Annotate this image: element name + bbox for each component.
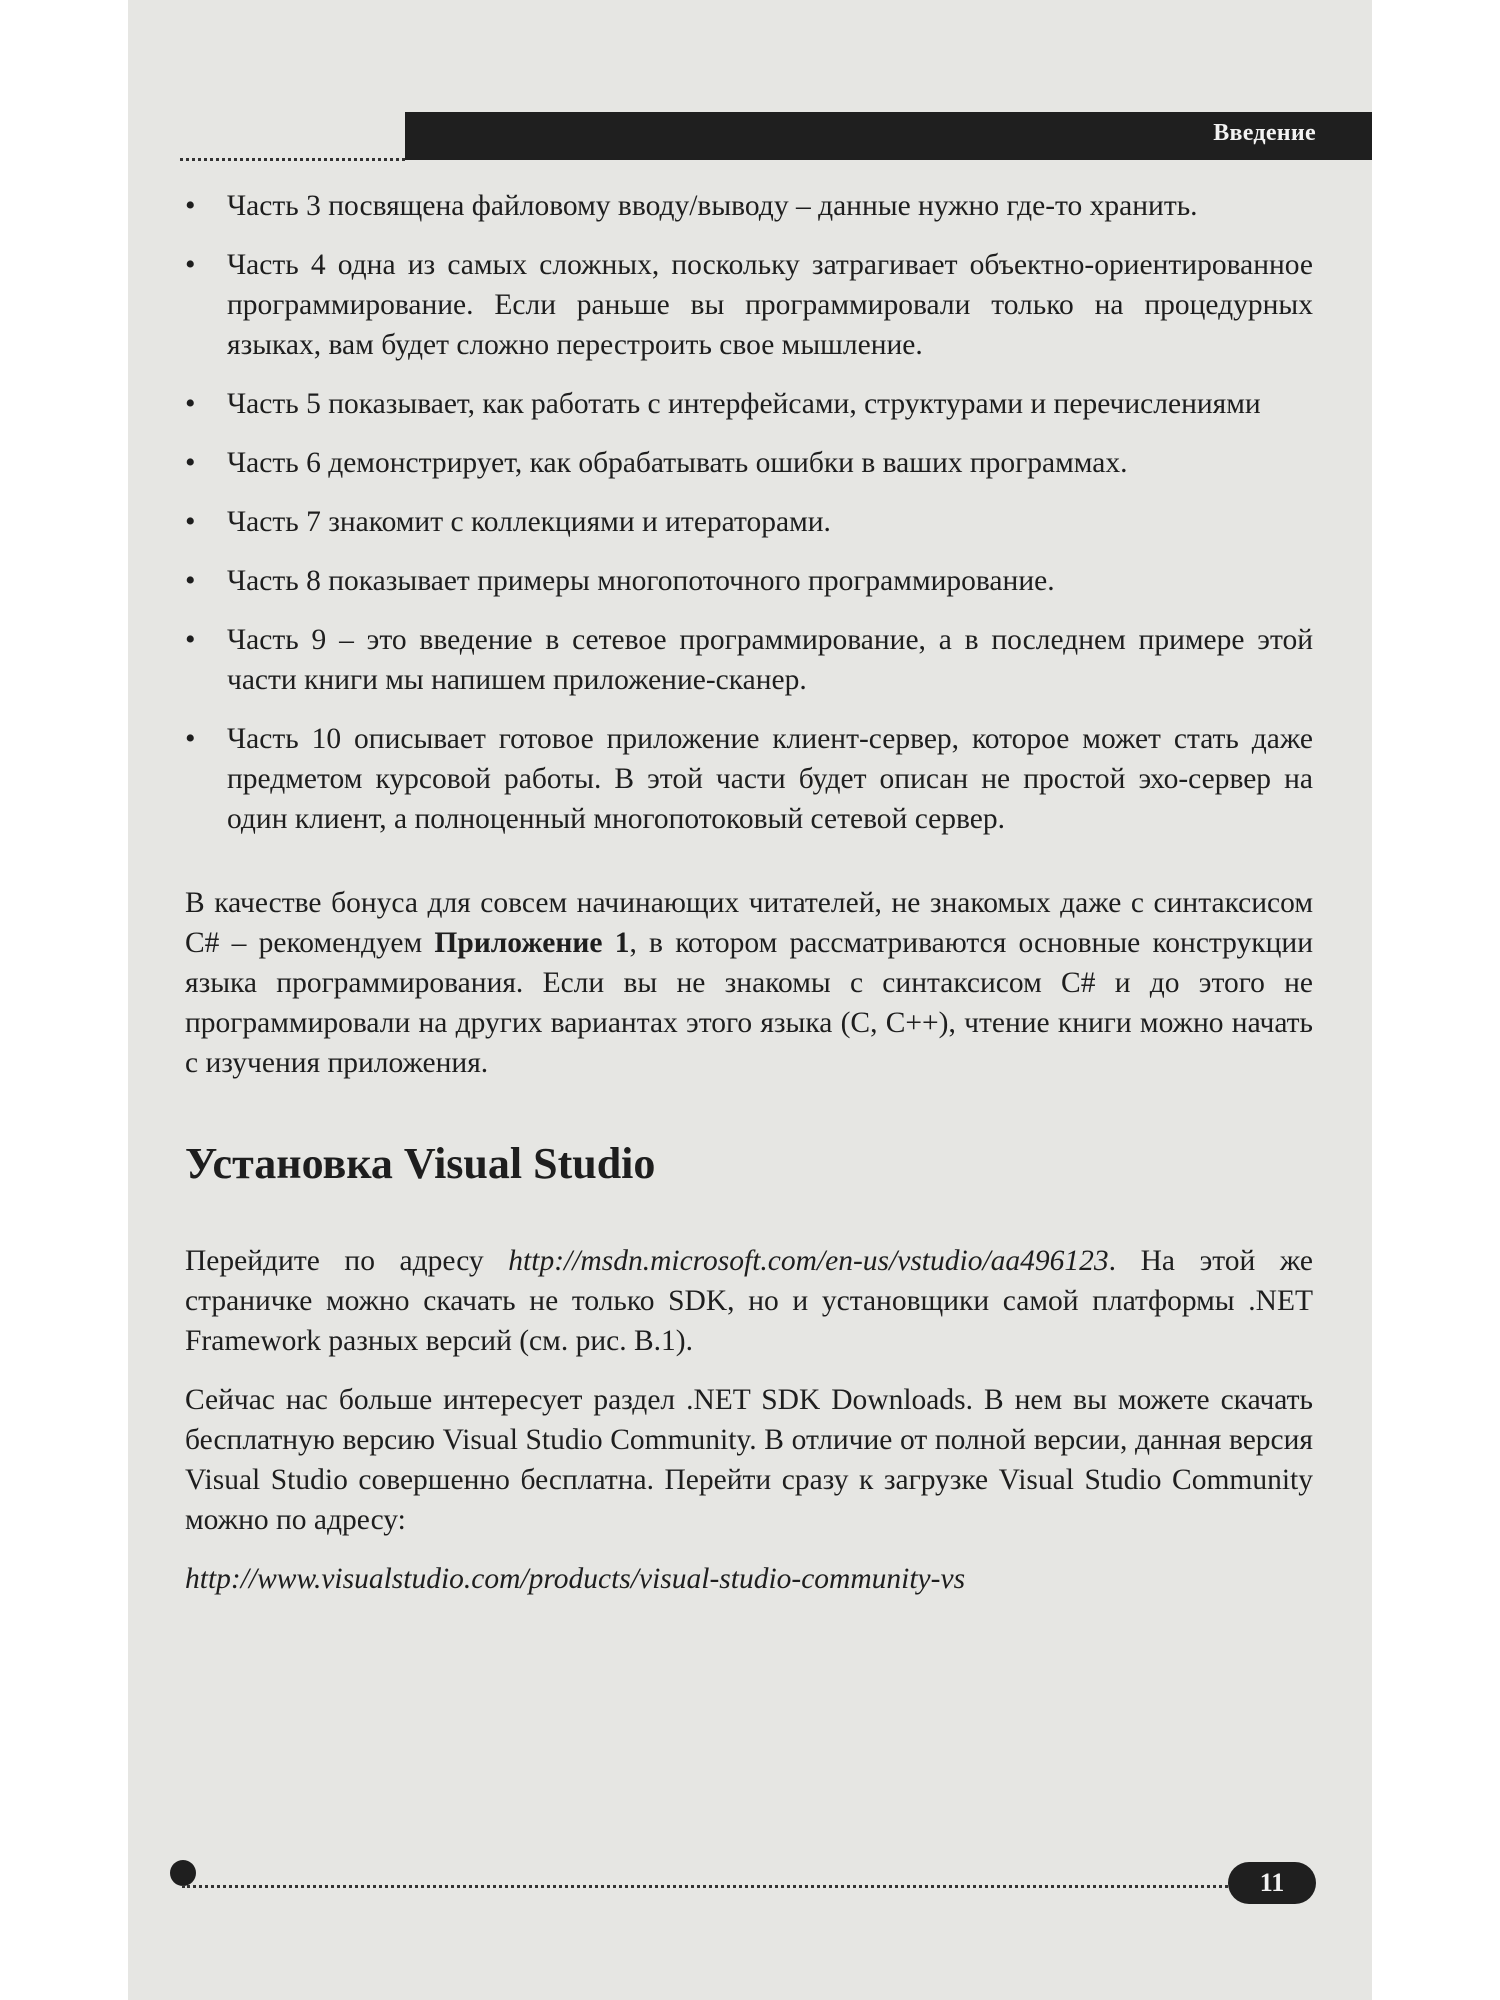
bonus-paragraph xyxy=(185,883,1313,1083)
page-number: 11 xyxy=(1228,1862,1316,1904)
msdn-link[interactable]: http://msdn.microsoft.com/en-us/vstudio/aa496123 xyxy=(508,1245,1109,1277)
list-item: • Часть 5 показывает, как работать с интерфейсами, структурами и перечислениями xyxy=(185,384,1313,424)
list-item: • Часть 10 описывает готовое приложение клиент-сервер, которое может стать даже предметом курсовой работы. В этой части будет описан не простой эхо-сервер на один клиент, а полноценный многопотоковый сетевой сервер. xyxy=(185,719,1313,839)
bottom-dotted-rule xyxy=(182,1885,1228,1888)
appendix-reference: Приложение 1 xyxy=(434,927,630,959)
list-item: • Часть 4 одна из самых сложных, поскольку затрагивает объектно-ориентированное программирование. Если раньше вы программировали только на процедурных языках, вам будет сложно перестроить свое мышление. xyxy=(185,245,1313,365)
install-paragraph xyxy=(185,1241,1313,1361)
community-link[interactable]: http://www.visualstudio.com/products/visual-studio-community-vs xyxy=(185,1563,966,1595)
top-dotted-rule xyxy=(180,158,405,161)
list-item: • Часть 9 – это введение в сетевое программирование, а в последнем примере этой части книги мы напишем приложение-сканер. xyxy=(185,620,1313,700)
list-item: • Часть 3 посвящена файловому вводу/выводу – данные нужно где-то хранить. xyxy=(185,186,1313,226)
footer-dot xyxy=(170,1860,196,1886)
header-bar xyxy=(405,112,1372,160)
install-text-start: Перейдите по адресу xyxy=(185,1245,509,1277)
community-paragraph: Сейчас нас больше интересует раздел .NET SDK Downloads. В нем вы можете скачать бесплатную версию Visual Studio Community. В отличие от полной версии, данная версия Visual Studio совершенно бесплатна. Перейти сразу к загрузке Visual Studio Community можно по адресу: xyxy=(185,1384,1313,1536)
bonus-text-start: В качестве бонуса для совсем начинающих читателей, не знакомых даже с синтаксисом C# – рекомендуем xyxy=(185,887,1313,959)
section-heading: Установка Visual Studio xyxy=(185,1139,656,1188)
install-text-end: . На этой же страничке можно скачать не только SDK, но и установщики самой платформы .NET Framework разных версий (см. рис. В.1). xyxy=(185,1245,1314,1357)
list-item: • Часть 6 демонстрирует, как обрабатывать ошибки в ваших программах. xyxy=(185,443,1313,483)
parts-list xyxy=(185,186,1313,839)
section-title: Введение xyxy=(1213,120,1316,146)
list-item: • Часть 8 показывает примеры многопоточного программирование. xyxy=(185,561,1313,601)
bonus-text-end: , в котором рассматриваются основные конструкции языка программирования. Если вы не знакомы с синтаксисом C# и до этого не программировали на других вариантах этого языка (C, C++), чтение книги можно начать с изучения приложения. xyxy=(185,927,1313,1079)
page-content xyxy=(185,186,1313,1618)
list-item: • Часть 7 знакомит с коллекциями и итераторами. xyxy=(185,502,1313,542)
